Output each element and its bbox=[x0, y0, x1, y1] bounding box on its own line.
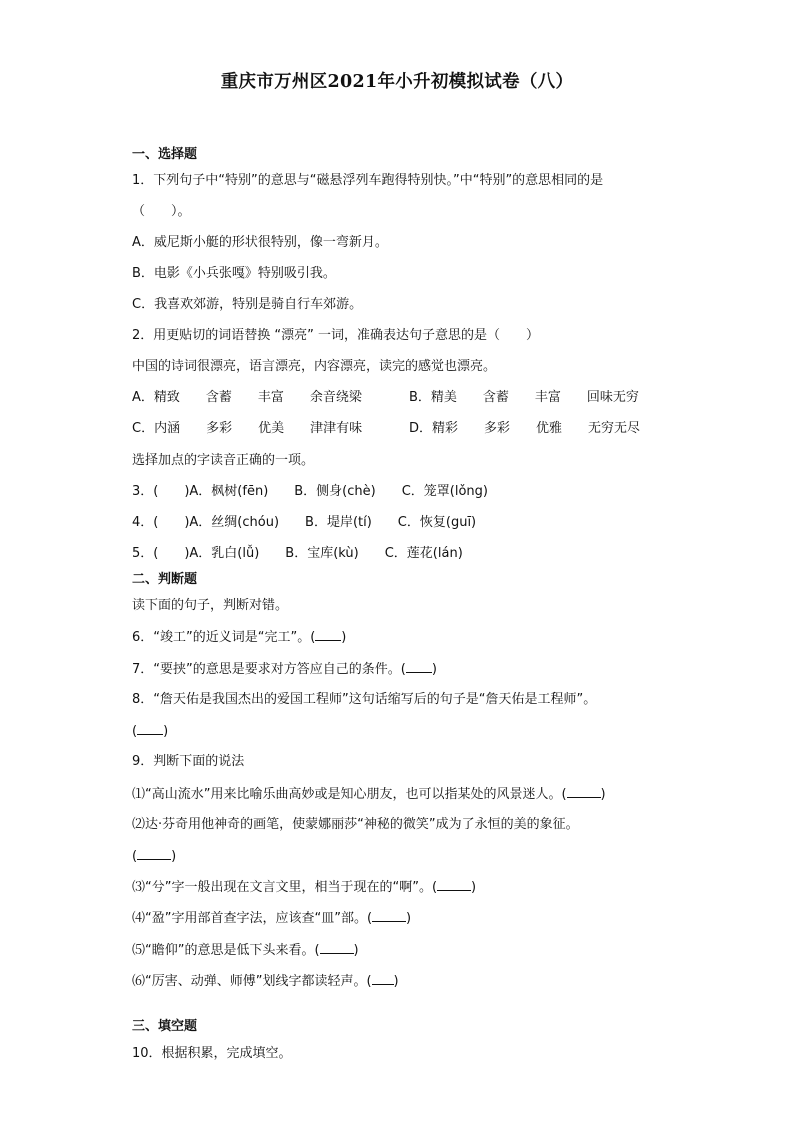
q8-answer-blank[interactable] bbox=[137, 722, 163, 735]
q9-item-2-open-paren: ( bbox=[132, 849, 138, 864]
q1-option-c[interactable]: C．我喜欢郊游，特别是骑自行车郊游。 bbox=[132, 297, 363, 312]
q8-open-paren: ( bbox=[132, 724, 138, 739]
q9-item-6-text: ⑹“厉害、动弹、师傅”划线字都读轻声。( bbox=[132, 974, 372, 989]
q9-item-2-text: ⑵达·芬奇用他神奇的画笔，使蒙娜丽莎“神秘的微笑”成为了永恒的美的象征。 bbox=[132, 817, 579, 832]
q9-item-1 bbox=[132, 785, 606, 804]
q9-item-6-blank[interactable] bbox=[372, 972, 394, 985]
q7-text: 7．“要挟”的意思是要求对方答应自己的条件。( bbox=[132, 662, 406, 677]
q9-item-2-answer bbox=[132, 847, 176, 866]
q7-close-paren: ) bbox=[431, 662, 437, 677]
q4-line[interactable]: 4．( )A．丝绸(chóu) B．堤岸(tí) C．恢复(guī) bbox=[132, 515, 477, 530]
q3-line[interactable]: 3．( )A．枫树(fēn) B．侧身(chè) C．笼罩(lǒng) bbox=[132, 484, 488, 499]
q6-answer-blank[interactable] bbox=[315, 628, 341, 641]
q2-sentence: 中国的诗词很漂亮，语言漂亮，内容漂亮，读完的感觉也漂亮。 bbox=[132, 359, 497, 374]
q9-item-4-close-paren: ) bbox=[406, 911, 412, 926]
page-title: 重庆市万州区2021年小升初模拟试卷（八） bbox=[220, 72, 574, 92]
section-choice-heading: 一、选择题 bbox=[132, 147, 198, 162]
q1-stem: 1．下列句子中“特别”的意思与“磁悬浮列车跑得特别快。”中“特别”的意思相同的是 bbox=[132, 173, 604, 188]
q9-item-6-close-paren: ) bbox=[393, 974, 399, 989]
q2-option-b[interactable]: B．精美 含蓄 丰富 回味无穷 bbox=[409, 390, 639, 405]
q6-close-paren: ) bbox=[341, 630, 347, 645]
q1-option-b[interactable]: B．电影《小兵张嘎》特别吸引我。 bbox=[132, 266, 336, 281]
q9-stem: 9．判断下面的说法 bbox=[132, 754, 245, 769]
q7-answer-blank[interactable] bbox=[406, 660, 432, 673]
q5-line[interactable]: 5．( )A．乳白(lǚ) B．宝库(kù) C．莲花(lán) bbox=[132, 546, 463, 561]
q9-item-2-blank[interactable] bbox=[137, 847, 171, 860]
section-judge-heading: 二、判断题 bbox=[132, 572, 198, 587]
q9-item-5-close-paren: ) bbox=[353, 943, 359, 958]
q7-line bbox=[132, 660, 437, 679]
q9-item-4 bbox=[132, 909, 411, 928]
q9-item-4-blank[interactable] bbox=[372, 909, 406, 922]
q9-item-6 bbox=[132, 972, 399, 991]
q2-option-c[interactable]: C．内涵 多彩 优美 津津有味 bbox=[132, 421, 363, 436]
q2-stem: 2．用更贴切的词语替换 “漂亮” 一词，准确表达句子意思的是（ ） bbox=[132, 328, 540, 343]
q9-item-5 bbox=[132, 941, 359, 960]
q9-item-2-close-paren: ) bbox=[171, 849, 177, 864]
pinyin-intro: 选择加点的字读音正确的一项。 bbox=[132, 453, 315, 468]
q2-options-row-2 bbox=[132, 420, 640, 438]
section-fill-heading: 三、填空题 bbox=[132, 1019, 198, 1034]
q2-options-row-1 bbox=[132, 389, 639, 407]
q9-item-3-text: ⑶“兮”字一般出现在文言文里，相当于现在的“啊”。( bbox=[132, 880, 438, 895]
q8-close-paren: ) bbox=[163, 724, 169, 739]
q2-option-a[interactable]: A．精致 含蓄 丰富 余音绕梁 bbox=[132, 390, 362, 405]
q6-text: 6．“竣工”的近义词是“完工”。( bbox=[132, 630, 316, 645]
q9-item-1-close-paren: ) bbox=[600, 787, 606, 802]
q9-item-3-blank[interactable] bbox=[437, 878, 471, 891]
judge-intro: 读下面的句子，判断对错。 bbox=[132, 598, 289, 613]
q9-item-5-text: ⑸“瞻仰”的意思是低下头来看。( bbox=[132, 943, 320, 958]
q2-option-d[interactable]: D．精彩 多彩 优雅 无穷无尽 bbox=[409, 421, 641, 436]
q9-item-4-text: ⑷“盈”字用部首查字法，应该查“皿”部。( bbox=[132, 911, 373, 926]
q1-option-a[interactable]: A．威尼斯小艇的形状很特别，像一弯新月。 bbox=[132, 235, 388, 250]
q1-paren: （ ）。 bbox=[132, 204, 191, 219]
q9-item-5-blank[interactable] bbox=[320, 941, 354, 954]
q9-item-1-text: ⑴“高山流水”用来比喻乐曲高妙或是知心朋友，也可以指某处的风景迷人。( bbox=[132, 787, 567, 802]
q10-stem: 10．根据积累，完成填空。 bbox=[132, 1046, 292, 1061]
q9-item-1-blank[interactable] bbox=[567, 785, 601, 798]
q9-item-3-close-paren: ) bbox=[471, 880, 477, 895]
q8-stem: 8．“詹天佑是我国杰出的爱国工程师”这句话缩写后的句子是“詹天佑是工程师”。 bbox=[132, 692, 597, 707]
q6-line bbox=[132, 628, 346, 647]
q8-answer-line bbox=[132, 722, 168, 741]
q9-item-3 bbox=[132, 878, 476, 897]
